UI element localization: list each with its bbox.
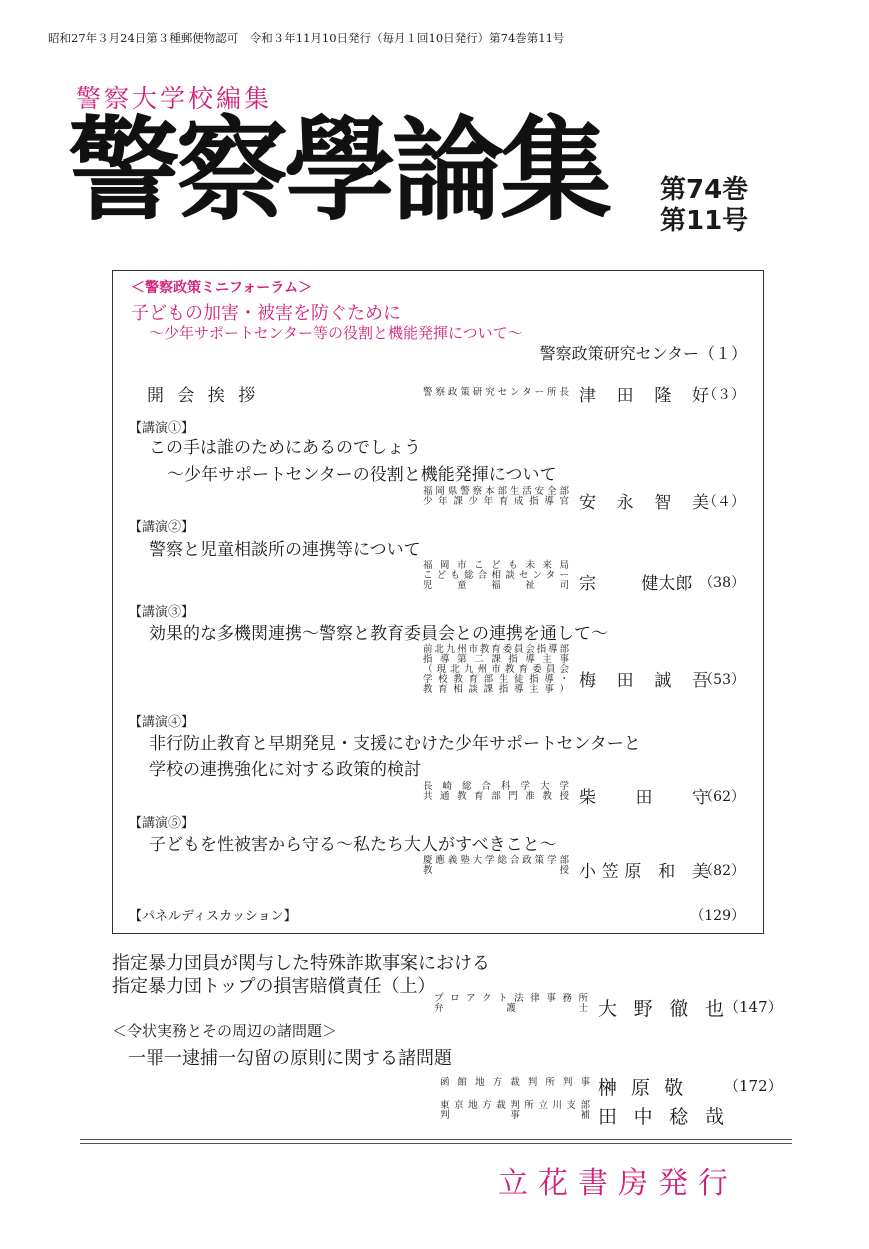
forum-label: ＜警察政策ミニフォーラム＞ [131,280,313,296]
entry-title: 警察と児童相談所の連携等について [149,540,421,560]
entry-author: 小笠原 和 美 [579,862,709,882]
author-name: 榊 原 敬 [598,1077,684,1099]
warrant-label: ＜令状実務とその周辺の諸問題＞ [112,1022,338,1040]
entry-page: （４） [703,494,745,510]
author-name: 田 中 稔 哉 [598,1106,724,1128]
publisher-label: 立花書房発行 [498,1166,738,1201]
article-subtitle: 指定暴力団トップの損害賠償責任（上） [112,976,436,997]
entry-affiliation: 前北九州市教育委員会指導部 指導第二課指導主事 （現北九州市教育委員会 学校教育部生徒指導・ 教育相談課指導主事） [423,644,569,695]
toc-box [112,270,764,934]
entry-page: （62） [699,789,745,805]
issue-label: 第11号 [660,206,749,236]
divider [80,1139,792,1140]
entry-title: 開 会 挨 拶 [147,386,260,406]
entry-title: 非行防止教育と早期発見・支援にむけた少年サポートセンターと [149,734,641,754]
article-page: （147） [724,998,783,1016]
divider [80,1143,792,1144]
author-page: （172） [724,1077,783,1095]
entry-author: 梅 田 誠 吾 [579,671,709,691]
entry-subtitle: 学校の連携強化に対する政策的検討 [149,760,421,780]
forum-subtitle: ～少年サポートセンター等の役割と機能発揮について～ [149,324,523,342]
entry-author: 安 永 智 美 [579,493,709,513]
article-title: 指定暴力団員が関与した特殊詐欺事案における [112,953,490,974]
entry-affiliation: 警察政策研究センター所長 [423,387,569,398]
entry-title: この手は誰のためにあるのでしょう [149,438,421,458]
entry-author: 宗 健太郎 [579,574,693,594]
forum-org: 警察政策研究センター（１） [539,344,747,363]
panel-label: 【パネルディスカッション】 [129,909,297,924]
entry-section: 【講演③】 [129,605,195,620]
author-affiliation: 東京地方裁判所立川支部 判事補 [440,1100,590,1121]
entry-section: 【講演②】 [129,520,195,535]
entry-affiliation: 慶應義塾大学総合政策学部 教授 [423,855,569,876]
entry-title: 子どもを性被害から守る～私たち大人がすべきこと～ [149,835,557,855]
entry-title: 効果的な多機関連携～警察と教育委員会との連携を通して～ [149,624,608,644]
entry-page: （３） [703,387,745,403]
entry-affiliation: 福岡市こども未来局 こども総合相談センター 児童福祉司 [423,560,569,591]
editor-label: 警察大学校編集 [76,84,273,113]
forum-title: 子どもの加害・被害を防ぐために [131,303,401,324]
author-affiliation: 函館地方裁判所判事 [440,1077,590,1088]
entry-affiliation: 長崎総合科学大学 共通教育部門准教授 [423,781,569,802]
entry-section: 【講演①】 [129,421,195,436]
entry-subtitle: ～少年サポートセンターの役割と機能発揮について [167,465,557,485]
entry-page: （53） [699,672,745,688]
header-line: 昭和27年３月24日第３種郵便物認可 令和３年11月10日発行（毎月１回10日発行）第74巻第11号 [48,31,565,45]
entry-page: （38） [699,575,745,591]
entry-page: （129） [690,908,745,924]
entry-author: 津 田 隆 好 [579,386,709,406]
entry-section: 【講演④】 [129,715,195,730]
article-author: 大 野 徹 也 [598,998,724,1020]
entry-page: （82） [699,863,745,879]
entry-affiliation: 福岡県警察本部生活安全部 少年課少年育成指導官 [423,486,569,507]
entry-section: 【講演⑤】 [129,816,195,831]
article-affiliation: プロアクト法律事務所 弁護士 [434,993,588,1014]
volume-label: 第74巻 [660,175,749,205]
entry-author: 柴 田 守 [579,788,709,808]
warrant-title: 一罪一逮捕一勾留の原則に関する諸問題 [128,1048,452,1069]
journal-title: 警察學論集 [68,106,608,236]
